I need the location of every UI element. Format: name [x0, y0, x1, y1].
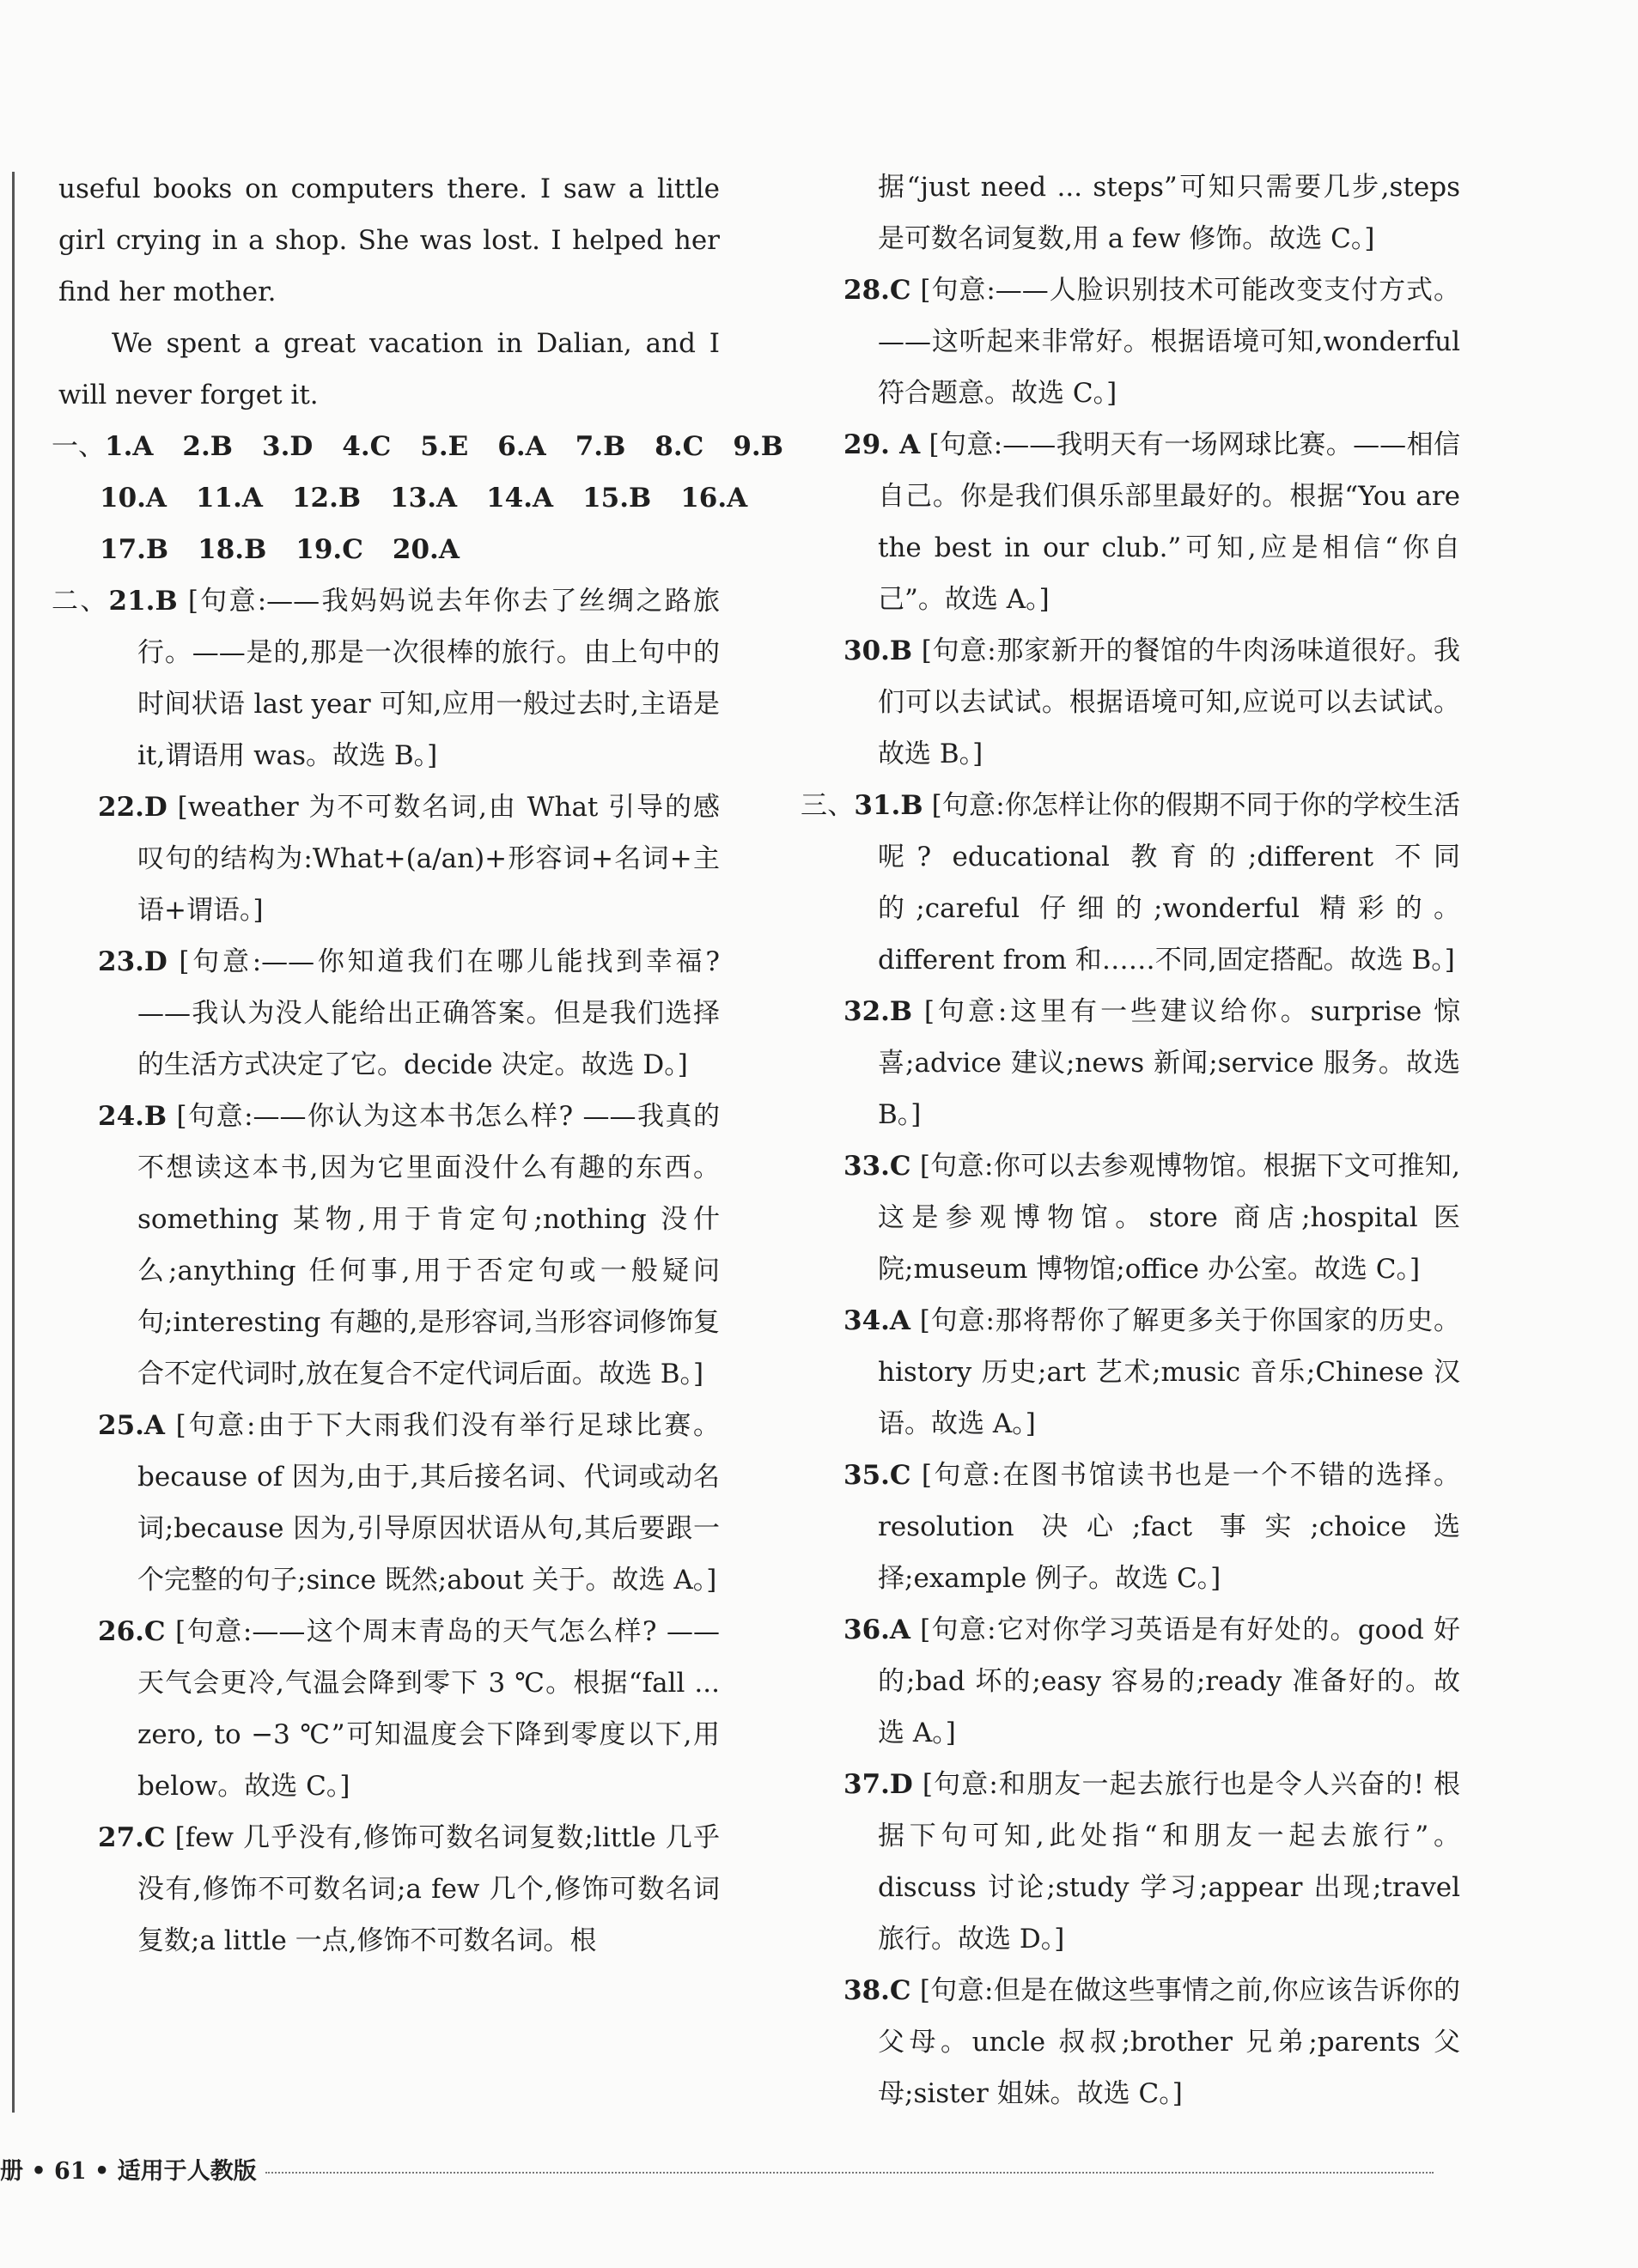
item-explanation: [句意:——我妈妈说去年你去了丝绸之路旅行。——是的,那是一次很棒的旅行。由上句中的时间状语 last year 可知,应用一般过去时,主语是 it,谓语用 was。故选 B。]: [137, 586, 720, 771]
item-number: 24.B: [98, 1101, 167, 1132]
answer-item: [843, 1604, 1460, 1759]
answer-item: [58, 1400, 720, 1606]
section-one-row: [52, 421, 783, 472]
item-explanation: [句意:但是在做这些事情之前,你应该告诉你的父母。uncle 叔叔;brother 兄弟;parents 父母;sister 姐妹。故选 C。]: [878, 1975, 1460, 2109]
item-number: 21.B: [108, 586, 178, 617]
answer-item: [843, 625, 1460, 780]
answer: 17.B: [100, 534, 169, 565]
answer-item: [843, 1965, 1460, 2119]
intro-paragraph: useful books on computers there. I saw a little girl crying in a shop. She was lost. I helped her find her mother.: [58, 173, 720, 307]
answer: 6.A: [497, 431, 546, 462]
answer-item: [58, 936, 720, 1091]
continued-explanation: 据“just need ... steps”可知只需要几步,steps 是可数名词复数,用 a few 修饰。故选 C。]: [878, 172, 1460, 254]
answer-item: [843, 1450, 1460, 1604]
answer: 15.B: [582, 483, 652, 514]
answer-item: [843, 1140, 1460, 1295]
margin-rule: [12, 172, 15, 2113]
answer-item: [58, 1812, 720, 1967]
item-explanation: [句意:那家新开的餐馆的牛肉汤味道很好。我们可以去试试。根据语境可知,应说可以去试试。故选 B。]: [878, 635, 1460, 769]
item-explanation: [weather 为不可数名词,由 What 引导的感叹句的结构为:What+(a/an)+形容词+名词+主语+谓语。]: [137, 792, 720, 926]
item-explanation: [句意:和朋友一起去旅行也是令人兴奋的! 根据下句可知,此处指“和朋友一起去旅行”。discuss 讨论;study 学习;appear 出现;travel 旅行。故选 D。]: [878, 1769, 1460, 1955]
item-explanation: [句意:——人脸识别技术可能改变支付方式。——这听起来非常好。根据语境可知,wonderful 符合题意。故选 C。]: [878, 275, 1460, 409]
answer: 5.E: [420, 431, 469, 462]
item-number: 31.B: [854, 790, 923, 821]
answer: 10.A: [100, 483, 167, 514]
item-explanation: [句意:这里有一些建议给你。surprise 惊喜;advice 建议;news 新闻;service 服务。故选 B。]: [878, 996, 1460, 1130]
answer-item: [801, 780, 1461, 986]
item-number: 29. A: [843, 429, 921, 460]
answer-item: [58, 1091, 720, 1400]
answer: 11.A: [195, 483, 263, 514]
left-column: [52, 163, 783, 1967]
answer-item: [843, 986, 1460, 1140]
item-number: 36.A: [843, 1614, 910, 1645]
item-explanation: [句意:——你知道我们在哪儿能找到幸福? ——我认为没人能给出正确答案。但是我们选择的生活方式决定了它。decide 决定。故选 D。]: [137, 946, 720, 1080]
item-number: 38.C: [843, 1975, 911, 2006]
section-label: 三、: [801, 790, 855, 821]
answer: 4.C: [342, 431, 392, 462]
item-explanation: [句意:由于下大雨我们没有举行足球比赛。because of 因为,由于,其后接名词、代词或动名词;because 因为,引导原因状语从句,其后要跟一个完整的句子;since 既然;about 关于。故选 A。]: [137, 1410, 720, 1596]
answer-item: [843, 1759, 1460, 1965]
answer-item: [843, 419, 1460, 625]
item-number: 25.A: [98, 1410, 165, 1441]
item-explanation: [句意:——你认为这本书怎么样? ——我真的不想读这本书,因为它里面没什么有趣的东西。something 某物,用于肯定句;nothing 没什么;anything 任何事,用于否定句或一般疑问句;interesting 有趣的,是形容词,当形容词修饰复合不定代词时,放在复合不定代词后面。故选 B。]: [137, 1101, 720, 1389]
item-explanation: [句意:在图书馆读书也是一个不错的选择。resolution 决心;fact 事实;choice 选择;example 例子。故选 C。]: [878, 1460, 1460, 1594]
item-explanation: [句意:你怎样让你的假期不同于你的学校生活呢? educational 教育的;different 不同的;careful 仔细的;wonderful 精彩的。different from 和……不同,固定搭配。故选 B。]: [878, 790, 1461, 976]
section-label: 一、: [52, 431, 105, 462]
item-number: 28.C: [843, 275, 911, 306]
item-number: 26.C: [98, 1616, 166, 1647]
item-number: 30.B: [843, 635, 913, 666]
answer: 16.A: [680, 483, 748, 514]
answer-item: [58, 1606, 720, 1812]
answer: 8.C: [655, 431, 704, 462]
right-column: [801, 161, 1461, 2119]
answer: 7.B: [575, 431, 626, 462]
answer: 2.B: [182, 431, 233, 462]
section-label: 二、: [52, 586, 109, 617]
answer: 13.A: [390, 483, 458, 514]
item-explanation: [句意:它对你学习英语是有好处的。good 好的;bad 坏的;easy 容易的;ready 准备好的。故选 A。]: [878, 1614, 1460, 1748]
answer: 18.B: [198, 534, 267, 565]
answer: 1.A: [105, 431, 154, 462]
item-explanation: [句意:——我明天有一场网球比赛。——相信自己。你是我们俱乐部里最好的。根据“You are the best in our club.”可知,应是相信“你自己”。故选 A。]: [878, 429, 1460, 615]
section-one-row: [58, 472, 748, 524]
page-footer: [0, 2152, 1434, 2186]
item-number: 32.B: [843, 996, 913, 1027]
item-explanation: [句意:那将帮你了解更多关于你国家的历史。history 历史;art 艺术;music 音乐;Chinese 汉语。故选 A。]: [878, 1305, 1460, 1439]
intro-paragraph: We spent a great vacation in Dalian, and I will never forget it.: [58, 328, 720, 410]
item-number: 35.C: [843, 1460, 911, 1491]
answer: 19.C: [295, 534, 363, 565]
section-one-row: [58, 524, 720, 575]
item-number: 22.D: [98, 792, 167, 823]
item-explanation: [句意:——这个周末青岛的天气怎么样? ——天气会更冷,气温会降到零下 3 ℃。根据“fall ... zero, to −3 ℃”可知温度会下降到零度以下,用 below。故选 C。]: [137, 1616, 720, 1802]
item-number: 37.D: [843, 1769, 913, 1800]
answer-item: [52, 575, 720, 781]
item-explanation: [句意:你可以去参观博物馆。根据下文可推知,这是参观博物馆。store 商店;hospital 医院;museum 博物馆;office 办公室。故选 C。]: [878, 1151, 1460, 1285]
footer-dotted-rule: [265, 2172, 1434, 2174]
answer-item: [58, 781, 720, 936]
footer-text: 册 • 61 • 适用于人教版: [0, 2158, 257, 2185]
answer-item: [843, 264, 1460, 419]
answer: 14.A: [486, 483, 554, 514]
answer: 3.D: [262, 431, 314, 462]
item-number: 23.D: [98, 946, 167, 977]
answer: 20.A: [392, 534, 460, 565]
item-explanation: [few 几乎没有,修饰可数名词复数;little 几乎没有,修饰不可数名词;a few 几个,修饰可数名词复数;a little 一点,修饰不可数名词。根: [137, 1822, 720, 1956]
answer-item: [843, 1295, 1460, 1450]
answer: 12.B: [291, 483, 362, 514]
answer: 9.B: [733, 431, 783, 462]
item-number: 34.A: [843, 1305, 910, 1336]
item-number: 27.C: [98, 1822, 166, 1853]
item-number: 33.C: [843, 1151, 911, 1182]
